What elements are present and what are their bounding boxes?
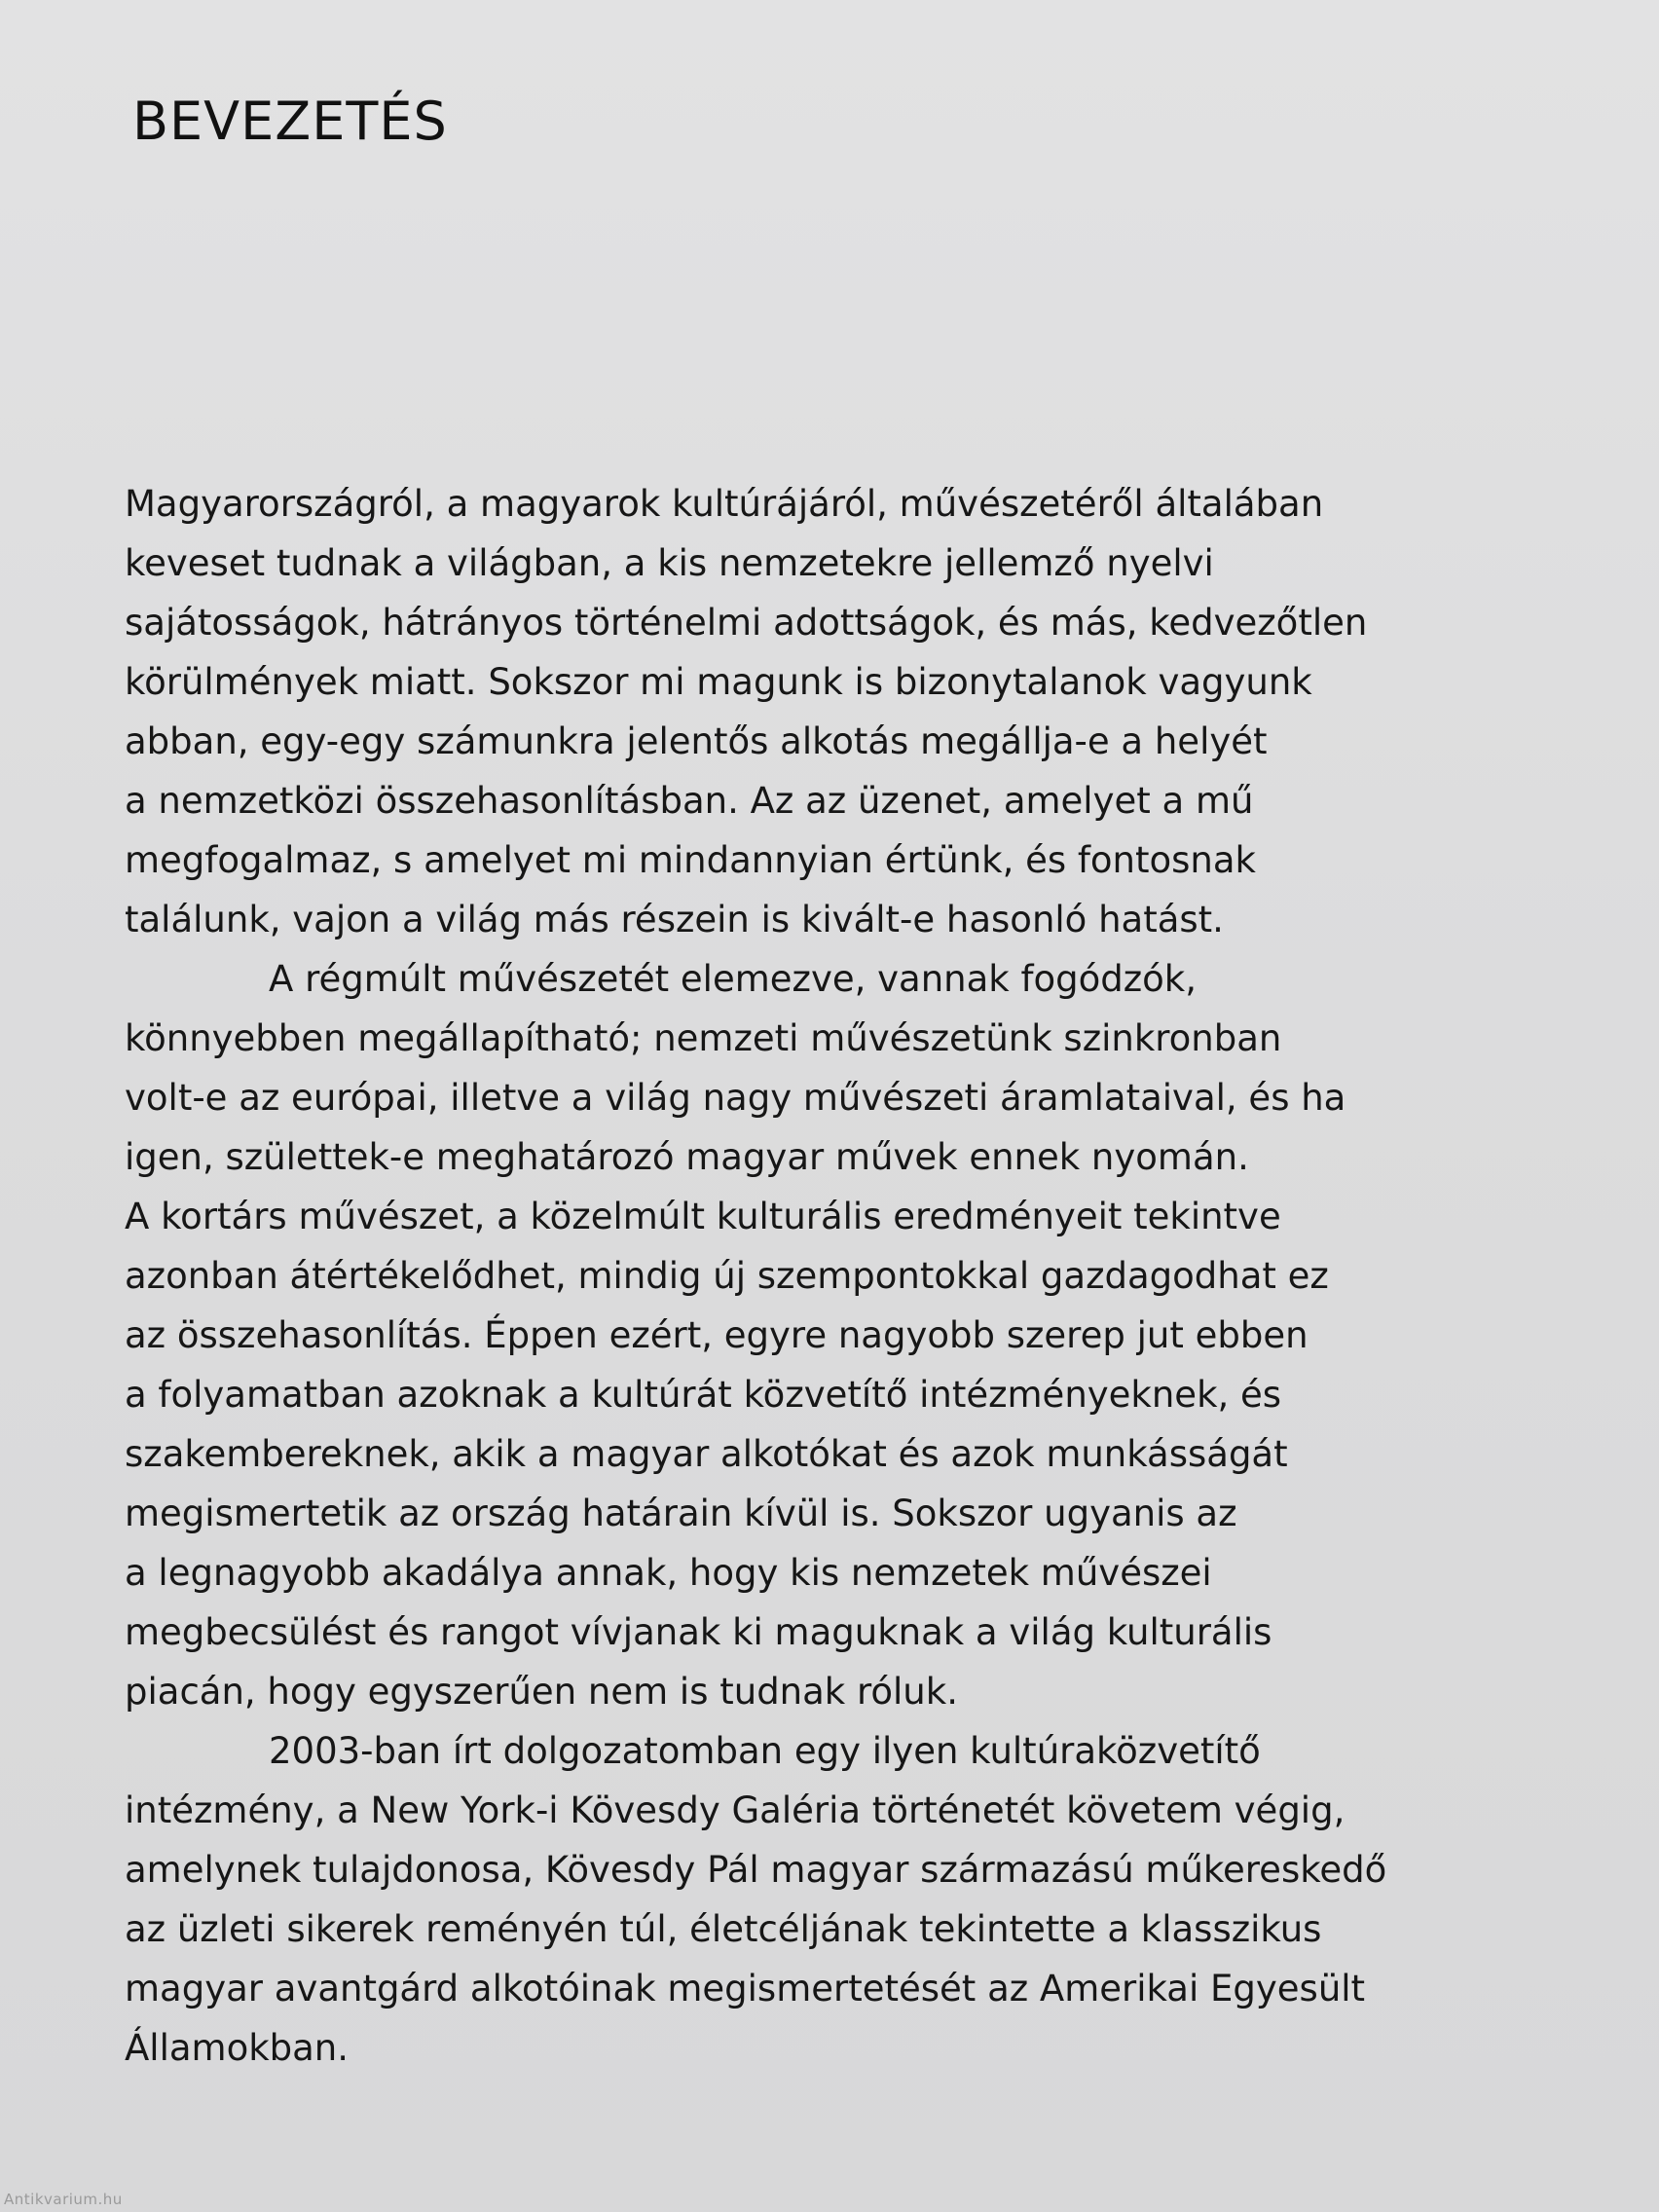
page-title: BEVEZETÉS (132, 91, 448, 152)
text-line: igen, születtek-e meghatározó magyar művek ennek nyomán. (125, 1136, 1249, 1178)
text-line: találunk, vajon a világ más részein is kivált-e hasonló hatást. (125, 899, 1224, 940)
text-line: A régmúlt művészetét elemezve, vannak fogódzók, (269, 958, 1197, 1000)
text-line: a legnagyobb akadálya annak, hogy kis nemzetek művészei (125, 1552, 1212, 1594)
text-line: sajátosságok, hátrányos történelmi adottságok, és más, kedvezőtlen (125, 602, 1368, 644)
text-line: magyar avantgárd alkotóinak megismertetését az Amerikai Egyesült (125, 1968, 1366, 2009)
text-line: az összehasonlítás. Éppen ezért, egyre nagyobb szerep jut ebben (125, 1314, 1309, 1356)
text-line: körülmények miatt. Sokszor mi magunk is bizonytalanok vagyunk (125, 661, 1312, 703)
text-line: a folyamatban azoknak a kultúrát közvetítő intézményeknek, és (125, 1374, 1282, 1416)
text-line: a nemzetközi összehasonlításban. Az az üzenet, amelyet a mű (125, 780, 1254, 822)
text-line: intézmény, a New York-i Kövesdy Galéria történetét követem végig, (125, 1789, 1346, 1831)
text-line: megbecsülést és rangot vívjanak ki maguknak a világ kulturális (125, 1611, 1272, 1653)
text-line: szakembereknek, akik a magyar alkotókat és azok munkásságát (125, 1433, 1288, 1475)
text-line: amelynek tulajdonosa, Kövesdy Pál magyar származású műkereskedő (125, 1849, 1387, 1891)
text-line: 2003-ban írt dolgozatomban egy ilyen kultúraközvetítő (269, 1730, 1261, 1772)
text-line: az üzleti sikerek reményén túl, életcéljának tekintette a klasszikus (125, 1908, 1322, 1950)
text-line: megismertetik az ország határain kívül is. Sokszor ugyanis az (125, 1493, 1237, 1534)
text-line: keveset tudnak a világban, a kis nemzetekre jellemző nyelvi (125, 542, 1214, 584)
watermark: Antikvarium.hu (4, 2191, 123, 2208)
text-line: azonban átértékelődhet, mindig új szempontokkal gazdagodhat ez (125, 1255, 1329, 1297)
text-line: abban, egy-egy számunkra jelentős alkotás megállja-e a helyét (125, 720, 1268, 762)
text-line: Államokban. (125, 2027, 350, 2069)
text-line: Magyarországról, a magyarok kultúrájáról, művészetéről általában (125, 483, 1324, 525)
text-line: piacán, hogy egyszerűen nem is tudnak róluk. (125, 1671, 958, 1713)
text-line: A kortárs művészet, a közelmúlt kulturális eredményeit tekintve (125, 1196, 1281, 1237)
text-line: volt-e az európai, illetve a világ nagy művészeti áramlataival, és ha (125, 1077, 1346, 1119)
text-line: könnyebben megállapítható; nemzeti művészetünk szinkronban (125, 1017, 1282, 1059)
text-line: megfogalmaz, s amelyet mi mindannyian értünk, és fontosnak (125, 839, 1256, 881)
body-text (125, 474, 1536, 2078)
